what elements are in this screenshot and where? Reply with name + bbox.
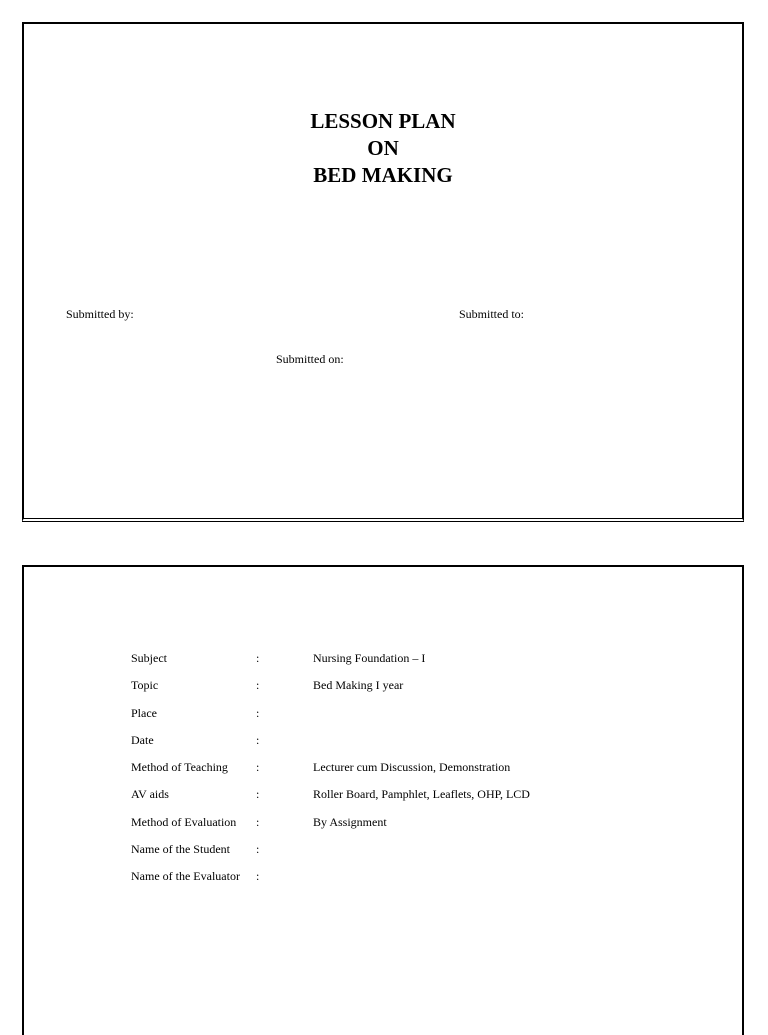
table-row xyxy=(131,815,613,842)
row-label: Name of the Evaluator xyxy=(131,869,240,884)
row-colon: : xyxy=(256,869,260,884)
submitted-by-label: Submitted by: xyxy=(66,307,134,321)
document-title xyxy=(24,108,742,189)
row-colon: : xyxy=(256,651,260,665)
row-label: Method of Teaching xyxy=(131,760,228,775)
row-colon: : xyxy=(256,732,260,747)
row-label: Date xyxy=(131,732,154,747)
lesson-details-table xyxy=(131,651,613,897)
row-value xyxy=(313,733,613,760)
row-colon: : xyxy=(256,842,260,857)
row-colon: : xyxy=(256,814,260,829)
table-row xyxy=(131,733,613,760)
row-colon: : xyxy=(256,678,260,693)
row-value: Lecturer cum Discussion, Demonstration xyxy=(313,760,511,775)
row-colon: : xyxy=(256,787,260,802)
title-line: LESSON PLAN xyxy=(310,109,456,133)
row-colon: : xyxy=(256,760,260,775)
row-value: Roller Board, Pamphlet, Leaflets, OHP, LCD xyxy=(313,787,530,802)
row-colon: : xyxy=(256,705,260,720)
row-value: Nursing Foundation – I xyxy=(313,651,426,665)
row-value: By Assignment xyxy=(313,814,387,829)
row-value xyxy=(313,869,613,896)
details-page xyxy=(22,565,744,1035)
title-line: BED MAKING xyxy=(313,163,453,187)
row-value xyxy=(313,706,613,733)
table-row xyxy=(131,651,613,678)
table-row xyxy=(131,706,613,733)
row-label: Subject xyxy=(131,651,167,665)
row-value xyxy=(313,842,613,869)
table-row xyxy=(131,678,613,705)
row-label: AV aids xyxy=(131,787,169,802)
row-label: Place xyxy=(131,705,157,720)
row-label: Name of the Student xyxy=(131,842,230,857)
table-row xyxy=(131,760,613,787)
title-line: ON xyxy=(367,136,399,160)
row-label: Topic xyxy=(131,678,159,693)
row-label: Method of Evaluation xyxy=(131,814,237,829)
table-row xyxy=(131,842,613,869)
table-row xyxy=(131,787,613,814)
cover-page xyxy=(22,22,744,522)
row-value: Bed Making I year xyxy=(313,678,404,693)
submitted-on-label: Submitted on: xyxy=(276,352,344,366)
submitted-to-label: Submitted to: xyxy=(459,307,525,321)
table-row xyxy=(131,869,613,896)
